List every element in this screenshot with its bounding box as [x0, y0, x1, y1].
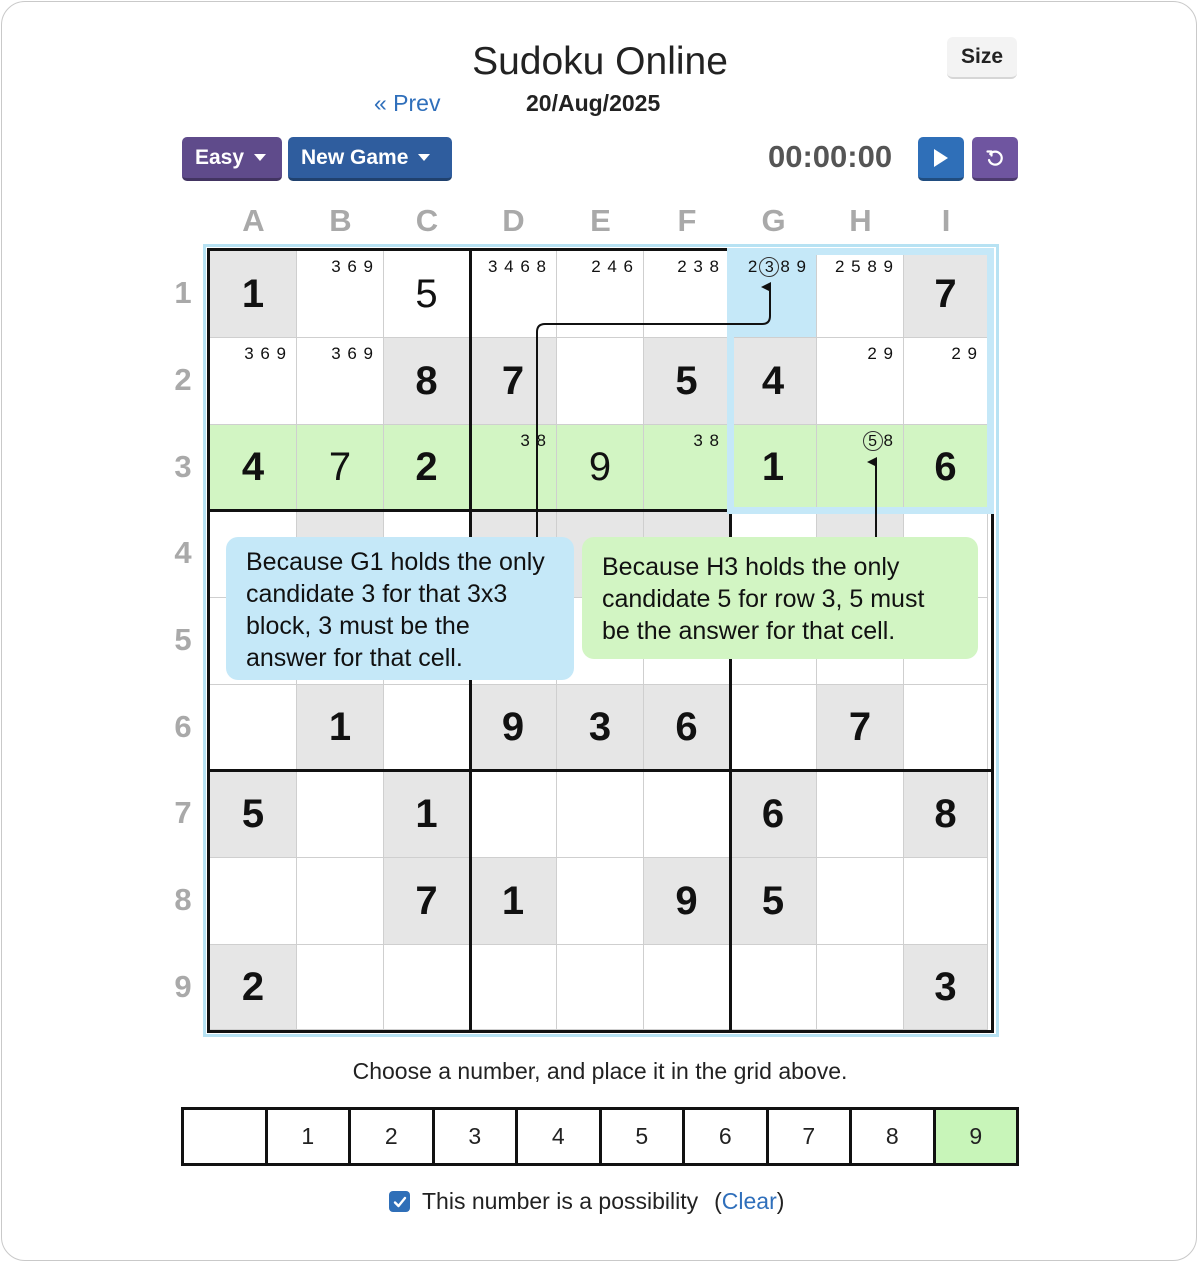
- row-header: 7: [174, 795, 192, 830]
- picker-number-2[interactable]: 2: [351, 1110, 435, 1163]
- cell-value: 5: [761, 878, 785, 923]
- cell-value: 7: [934, 271, 957, 316]
- possibility-checkbox[interactable]: [389, 1191, 410, 1212]
- cell-candidates: 2 9: [951, 344, 978, 363]
- cell-value: 1: [415, 791, 438, 836]
- cell-candidates: 2 3 8 9: [747, 257, 807, 276]
- picker-number-1[interactable]: 1: [268, 1110, 352, 1163]
- cell-value: 4: [761, 358, 785, 403]
- column-header: C: [415, 203, 439, 238]
- difficulty-label: Easy: [195, 145, 245, 169]
- picker-number-6[interactable]: 6: [685, 1110, 769, 1163]
- cell-candidates: 2 4 6: [591, 257, 634, 276]
- cell-candidates: 5 8: [862, 431, 894, 451]
- clear-link[interactable]: Clear: [721, 1188, 777, 1214]
- cell-value: 9: [588, 445, 612, 489]
- cell-value: 7: [848, 705, 872, 749]
- row-header: 3: [174, 449, 192, 484]
- new-game-label: New Game: [301, 145, 409, 169]
- cell-value: 6: [761, 791, 785, 836]
- cell-value: 2: [241, 964, 265, 1009]
- cell-value: 7: [415, 878, 438, 923]
- row-header: 9: [174, 969, 192, 1004]
- number-picker: [181, 1107, 1019, 1166]
- cell-value: 8: [934, 791, 957, 836]
- block-hint-arrow: [537, 287, 770, 537]
- row-header: 6: [174, 709, 192, 744]
- cell-candidates: 2 9: [867, 344, 894, 363]
- candidate-circle: 5: [863, 431, 883, 451]
- cell-value: 2: [415, 445, 438, 489]
- column-header: F: [677, 203, 697, 238]
- cell-value: 7: [501, 358, 525, 403]
- row-header: 2: [174, 362, 192, 397]
- row-header: 5: [174, 622, 192, 657]
- column-header: D: [502, 203, 525, 238]
- cell-value: 5: [675, 358, 698, 403]
- cell-value: 6: [934, 445, 957, 489]
- possibility-toggle[interactable]: This number is a possibility (Clear): [389, 1188, 784, 1215]
- cell-value: 3: [934, 964, 957, 1009]
- prev-link[interactable]: « Prev: [374, 90, 441, 116]
- column-header: I: [941, 203, 951, 238]
- picker-number-9[interactable]: 9: [936, 1110, 1017, 1163]
- cell-value: 5: [241, 791, 265, 836]
- timer-display: 00:00:00: [768, 139, 893, 174]
- checkmark-icon: [393, 1195, 407, 1209]
- cell-candidates: 3 8: [520, 431, 547, 450]
- cell-value: 7: [328, 445, 352, 489]
- size-button[interactable]: Size: [947, 37, 1017, 79]
- cell-candidates: 2 3 8: [677, 257, 720, 276]
- cell-candidates: 3 4 6 8: [488, 257, 547, 276]
- page-title: Sudoku Online: [472, 40, 728, 83]
- row-header: 1: [174, 275, 192, 310]
- picker-number-8[interactable]: 8: [852, 1110, 936, 1163]
- cell-candidates: 3 6 9: [244, 344, 287, 363]
- cell-value: 3: [588, 705, 612, 749]
- column-header: G: [761, 203, 786, 238]
- row-header: 4: [174, 535, 192, 570]
- cell-value: 4: [241, 445, 265, 489]
- candidate-circle: 3: [759, 257, 779, 277]
- column-header: A: [242, 203, 265, 238]
- column-header: H: [849, 203, 872, 238]
- cell-value: 1: [501, 878, 525, 923]
- cell-candidates: 3 6 9: [331, 344, 374, 363]
- cell-value: 6: [675, 705, 698, 749]
- cell-value: 8: [415, 358, 438, 403]
- cell-candidates: 2 5 8 9: [835, 257, 894, 276]
- column-header: B: [329, 203, 352, 238]
- cell-candidates: 3 8: [693, 431, 720, 450]
- cell-value: 1: [761, 445, 785, 489]
- picker-blank[interactable]: [184, 1110, 268, 1163]
- picker-instruction: Choose a number, and place it in the grid above.: [352, 1058, 848, 1084]
- picker-number-4[interactable]: 4: [518, 1110, 602, 1163]
- puzzle-date: 20/Aug/2025: [526, 90, 661, 116]
- cell-value: 1: [328, 705, 352, 749]
- row-header: 8: [174, 882, 192, 917]
- picker-number-3[interactable]: 3: [435, 1110, 519, 1163]
- picker-number-7[interactable]: 7: [769, 1110, 853, 1163]
- cell-value: 9: [501, 705, 525, 749]
- picker-number-5[interactable]: 5: [602, 1110, 686, 1163]
- cell-value: 5: [415, 271, 438, 316]
- cell-candidates: 3 6 9: [331, 257, 374, 276]
- cell-value: 9: [675, 878, 698, 923]
- block-hint-callout: Because G1 holds the only candidate 3 for that 3x3 block, 3 must be the answer for that cell.: [226, 537, 574, 680]
- column-header: E: [590, 203, 611, 238]
- cell-value: 1: [241, 271, 265, 316]
- row-hint-callout: Because H3 holds the only candidate 5 for row 3, 5 must be the answer for that cell.: [582, 537, 978, 659]
- possibility-label: This number is a possibility: [422, 1188, 699, 1214]
